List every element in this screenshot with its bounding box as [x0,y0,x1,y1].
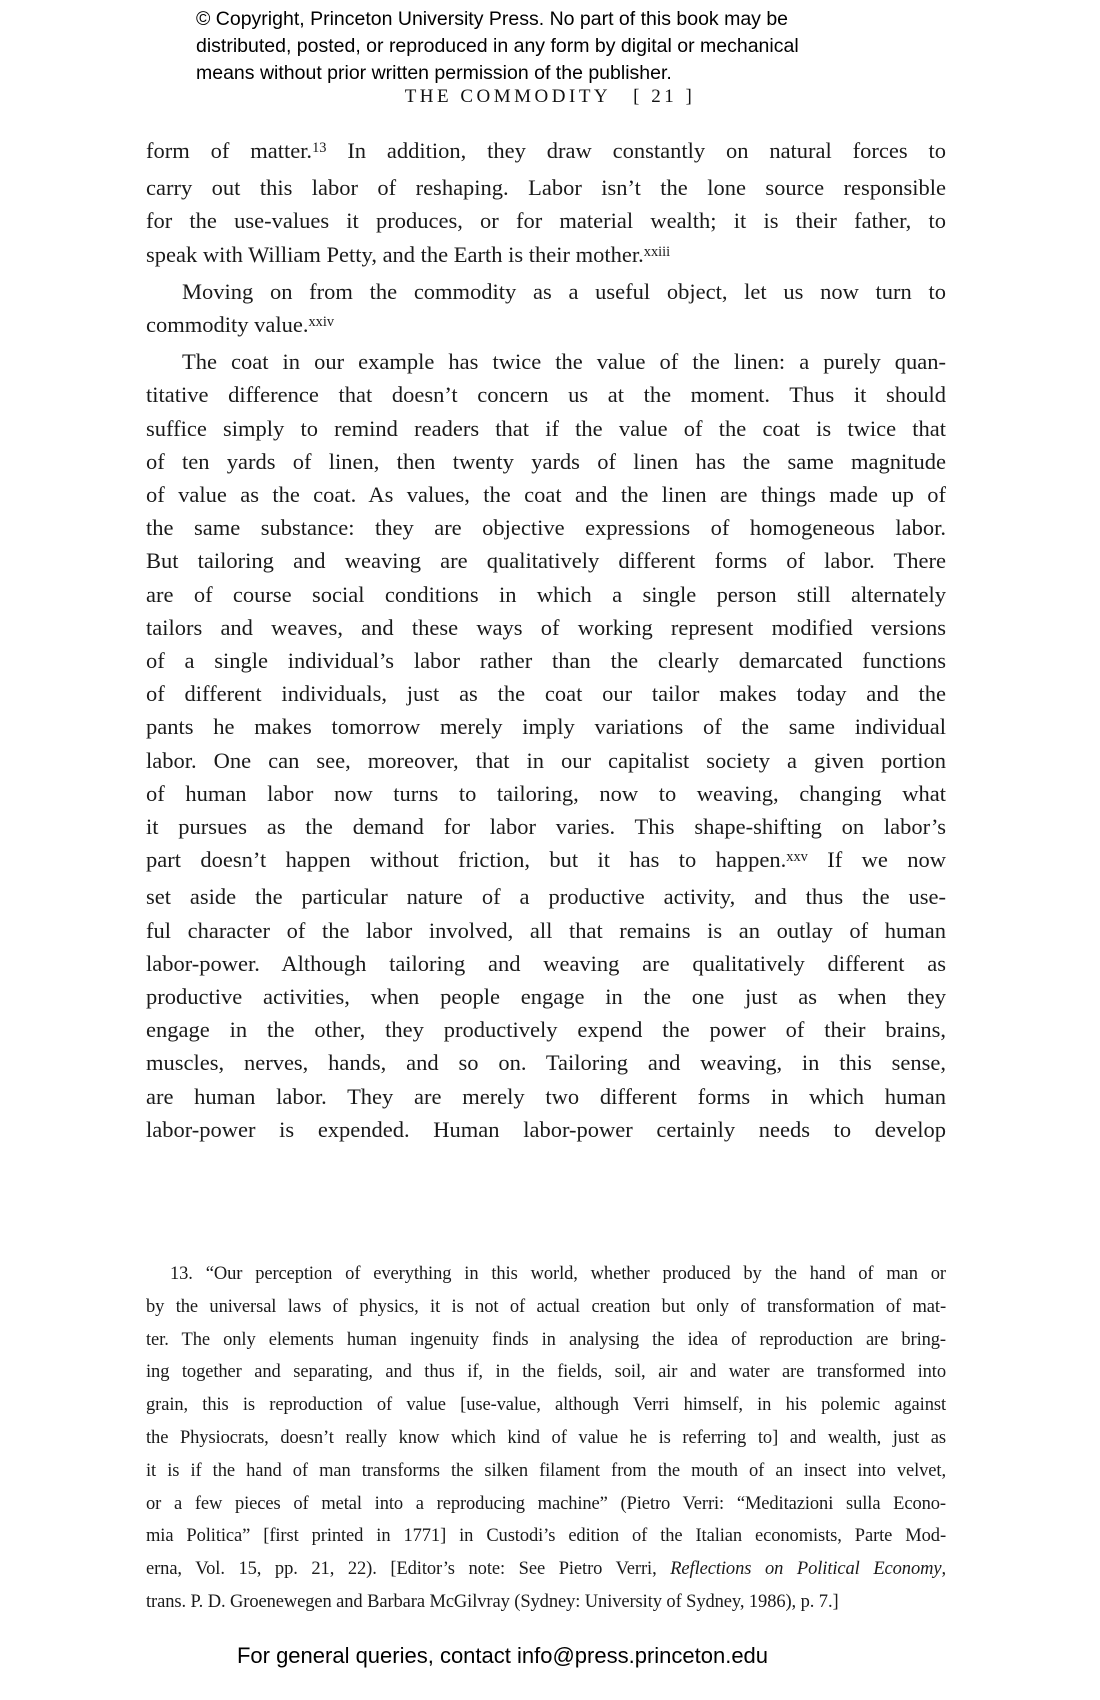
text-segment: it is if the hand of man transforms the silken filament from the mouth of an insect into velvet, [146,1460,946,1481]
text-segment: productive activities, when people engage in the one just as when they [146,984,946,1010]
text-segment: , [941,1559,946,1580]
text-segment: labor-power is expended. Human labor-power certainly needs to develop [146,1116,946,1142]
text-line [146,1455,946,1488]
text-line [146,1113,946,1146]
text-segment: the Physiocrats, doesn’t really know which kind of value he is referring to] and wealth, just as [146,1427,946,1448]
page-number: [ 21 ] [633,86,696,107]
text-line [146,611,946,644]
text-line [146,1046,946,1079]
text-line [146,810,946,843]
text-segment: muscles, nerves, hands, and so on. Tailoring and weaving, in this sense, [146,1050,946,1076]
text-line [146,238,946,275]
text-segment: form of matter. [146,138,313,163]
italic-text: Reflections on Political Economy [670,1559,942,1580]
text-line [146,275,946,308]
text-line [146,308,946,345]
text-segment: it pursues as the demand for labor varies. This shape-shifting on labor’s [146,814,946,840]
running-head [0,86,1100,108]
text-segment: If we now [807,847,946,873]
text-line [146,843,946,880]
text-segment: But tailoring and weaving are qualitatively different forms of labor. There [146,548,946,574]
text-segment: grain, this is reproduction of value [use-value, although Verri himself, in his polemic against [146,1395,946,1416]
text-line [146,345,946,378]
copyright-line: means without prior written permission of the publisher. [196,62,672,84]
text-line [146,1291,946,1324]
text-line [146,171,946,204]
text-segment: The coat in our example has twice the value of the linen: a purely quan- [182,349,946,375]
text-line [146,980,946,1013]
text-line [146,412,946,445]
text-segment: of ten yards of linen, then twenty yards of linen has the same magnitude [146,448,946,474]
text-segment: Moving on from the commodity as a useful object, let us now turn to [182,278,946,304]
text-line [146,1422,946,1455]
text-segment: ful character of the labor involved, all that remains is an outlay of human [146,917,946,943]
text-segment: are of course social conditions in which a single person still alternately [146,581,946,607]
text-segment: suffice simply to remind readers that if the value of the coat is twice that [146,415,946,441]
text-line [146,511,946,544]
copyright-line: © Copyright, Princeton University Press. No part of this book may be [196,8,789,30]
chapter-title: THE COMMODITY [404,86,612,107]
text-line [146,744,946,777]
note-reference: xxv [786,849,808,866]
text-line [146,1488,946,1521]
text-line [146,644,946,677]
text-line [146,1389,946,1422]
note-reference: xxiv [308,313,335,330]
text-segment: labor-power. Although tailoring and weaving are qualitatively different as [146,950,946,976]
text-line [146,204,946,237]
text-line [146,1553,946,1586]
text-line [146,1586,946,1619]
text-line [146,777,946,810]
text-line [146,1013,946,1046]
text-segment: the same substance: they are objective expressions of homogeneous labor. [146,515,946,541]
text-segment: commodity value. [146,312,309,338]
text-line [146,1356,946,1389]
text-segment: set aside the particular nature of a productive activity, and thus the use- [146,884,946,910]
text-segment: titative difference that doesn’t concern us at the moment. Thus it should [146,382,946,408]
text-segment: engage in the other, they productively expend the power of their brains, [146,1017,946,1043]
text-segment: ing together and separating, and thus if, in the fields, soil, air and water are transformed into [146,1362,946,1383]
note-reference: 13 [312,139,327,156]
text-segment: erna, Vol. 15, pp. 21, 22). [Editor’s note: See Pietro Verri, [146,1559,671,1580]
text-segment: by the universal laws of physics, it is not of actual creation but only of transformation of mat- [146,1296,946,1317]
text-segment: labor. One can see, moreover, that in our capitalist society a given portion [146,747,946,773]
text-line [146,1258,946,1291]
text-line [146,677,946,710]
copyright-notice [196,6,799,87]
footer-contact: For general queries, contact info@press.princeton.edu [236,1643,769,1668]
text-line [146,544,946,577]
text-line [146,1324,946,1357]
text-segment: of value as the coat. As values, the coat and the linen are things made up of [146,482,946,508]
text-segment: are human labor. They are merely two different forms in which human [146,1083,946,1109]
text-line [146,947,946,980]
text-segment: In addition, they draw constantly on natural forces to [326,138,946,163]
text-segment: of a single individual’s labor rather than the clearly demarcated functions [146,648,946,674]
text-line [146,134,946,171]
note-reference: xxiii [643,243,671,260]
copyright-line: distributed, posted, or reproduced in any form by digital or mechanical [196,35,799,57]
text-line [146,1080,946,1113]
text-segment: mia Politica” [first printed in 1771] in Custodi’s edition of the Italian economists, Parte Mod- [146,1526,946,1547]
text-line [146,914,946,947]
text-segment: trans. P. D. Groenewegen and Barbara McGilvray (Sydney: University of Sydney, 1986), p. 7.] [146,1591,839,1612]
text-segment: for the use-values it produces, or for material wealth; it is their father, to [146,208,946,234]
text-line [146,1520,946,1553]
text-segment: speak with William Petty, and the Earth is their mother. [146,241,644,267]
text-line [146,710,946,743]
text-segment: of different individuals, just as the coat our tailor makes today and the [146,681,946,707]
text-line [146,578,946,611]
text-segment: ter. The only elements human ingenuity finds in analysing the idea of reproduction are bring- [146,1329,946,1350]
text-segment: 13. “Our perception of everything in this world, whether produced by the hand of man or [170,1264,946,1284]
text-line [146,478,946,511]
text-segment: or a few pieces of metal into a reproducing machine” (Pietro Verri: “Meditazioni sulla Econo- [146,1493,946,1514]
body-text [146,134,946,1146]
text-segment: carry out this labor of reshaping. Labor isn’t the lone source responsible [146,175,946,201]
text-segment: pants he makes tomorrow merely imply variations of the same individual [146,714,946,740]
text-line [146,378,946,411]
text-segment: tailors and weaves, and these ways of working represent modified versions [146,614,946,640]
text-line [146,880,946,913]
text-segment: of human labor now turns to tailoring, now to weaving, changing what [146,780,946,806]
footnote [146,1258,946,1619]
text-line [146,445,946,478]
text-segment: part doesn’t happen without friction, but it has to happen. [146,847,787,873]
